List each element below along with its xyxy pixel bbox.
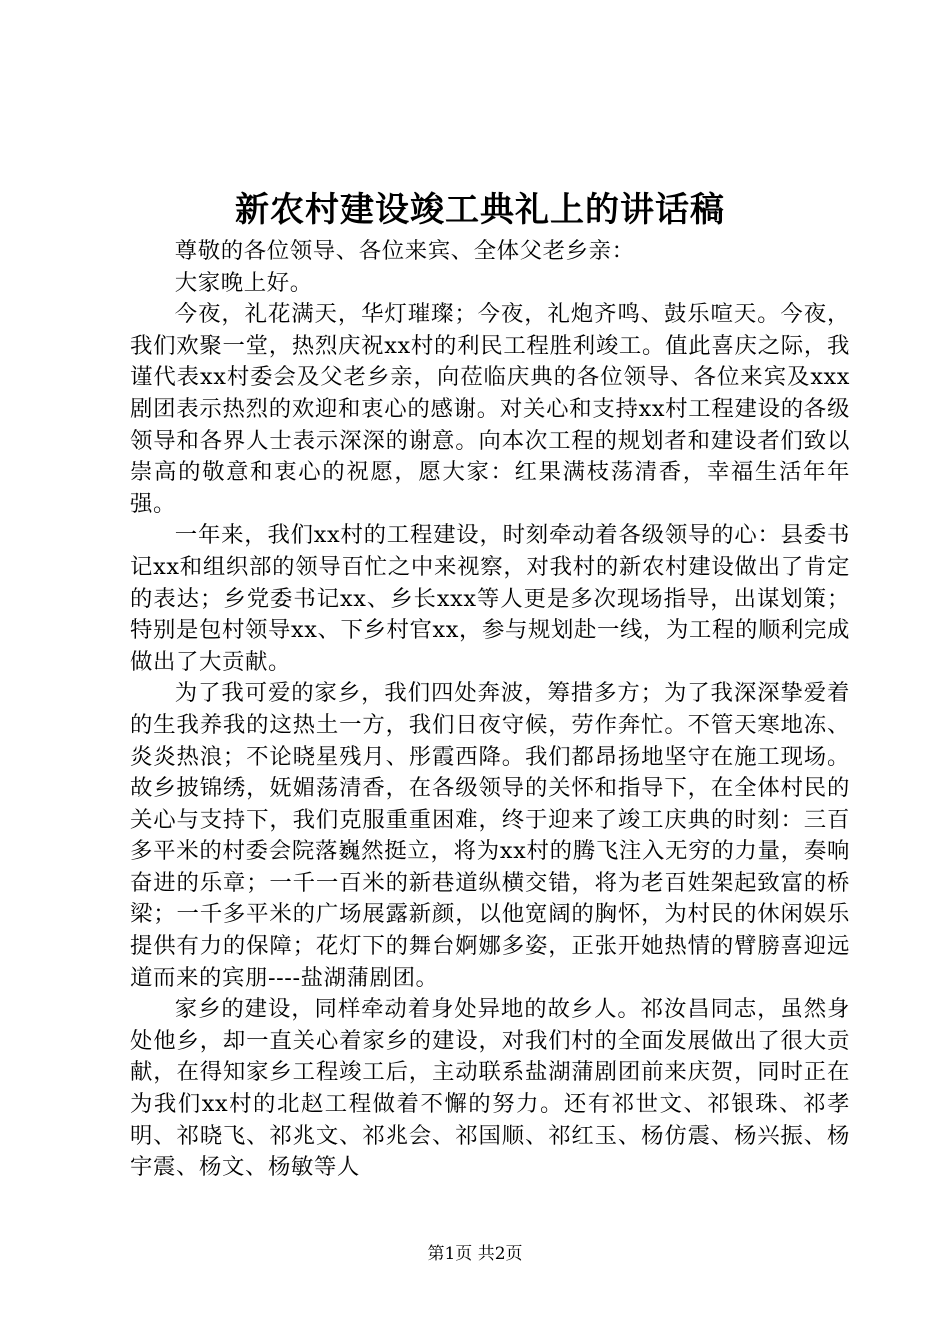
- body-paragraph: 一年来，我们xx村的工程建设，时刻牵动着各级领导的心：县委书记xx和组织部的领导百忙之中来视察，对我村的新农村建设做出了肯定的表达；乡党委书记xx、乡长xxx等人更是多次现场指导，出谋划策；特别是包村领导xx、下乡村官xx，参与规划赴一线，为工程的顺利完成做出了大贡献。: [130, 522, 850, 675]
- document-title: 新农村建设竣工典礼上的讲话稿: [235, 190, 725, 230]
- body-paragraph: 为了我可爱的家乡，我们四处奔波，筹措多方；为了我深深挚爱着的生我养我的这热土一方，我们日夜守候，劳作奔忙。不管天寒地冻、炎炎热浪；不论晓星残月、彤霞西降。我们都昂扬地坚守在施工现场。故乡披锦绣，妩媚荡清香，在各级领导的关怀和指导下，在全体村民的关心与支持下，我们克服重重困难，终于迎来了竣工庆典的时刻：三百多平米的村委会院落巍然挺立，将为xx村的腾飞注入无穷的力量，奏响奋进的乐章；一千一百米的新巷道纵横交错，将为老百姓架起致富的桥梁；一千多平米的广场展露新颜，以他宽阔的胸怀，为村民的休闲娱乐提供有力的保障；花灯下的舞台婀娜多姿，正张开她热情的臂膀喜迎远道而来的宾朋----盐湖蒲剧团。: [130, 680, 850, 991]
- body-paragraph: 家乡的建设，同样牵动着身处异地的故乡人。祁汝昌同志，虽然身处他乡，却一直关心着家乡的建设，对我们村的全面发展做出了很大贡献，在得知家乡工程竣工后，主动联系盐湖蒲剧团前来庆贺，同时正在为我们xx村的北赵工程做着不懈的努力。还有祁世文、祁银珠、祁孝明、祁晓飞、祁兆文、祁兆会、祁国顺、祁红玉、杨仿震、杨兴振、杨宇震、杨文、杨敏等人: [130, 996, 850, 1181]
- body-paragraph: 今夜，礼花满天，华灯璀璨；今夜，礼炮齐鸣、鼓乐喧天。今夜，我们欢聚一堂，热烈庆祝xx村的利民工程胜利竣工。值此喜庆之际，我谨代表xx村委会及父老乡亲，向莅临庆典的各位领导、各位来宾及xxx剧团表示热烈的欢迎和衷心的感谢。对关心和支持xx村工程建设的各级领导和各界人士表示深深的谢意。向本次工程的规划者和建设者们致以崇高的敬意和衷心的祝愿，愿大家：红果满枝荡清香，幸福生活年年强。: [130, 301, 850, 517]
- salutation-paragraph: 尊敬的各位领导、各位来宾、全体父老乡亲：: [174, 238, 635, 264]
- greeting-paragraph: 大家晚上好。: [174, 269, 313, 296]
- document-body: [130, 236, 850, 1184]
- page-footer: 第1页 共2页: [427, 1244, 523, 1264]
